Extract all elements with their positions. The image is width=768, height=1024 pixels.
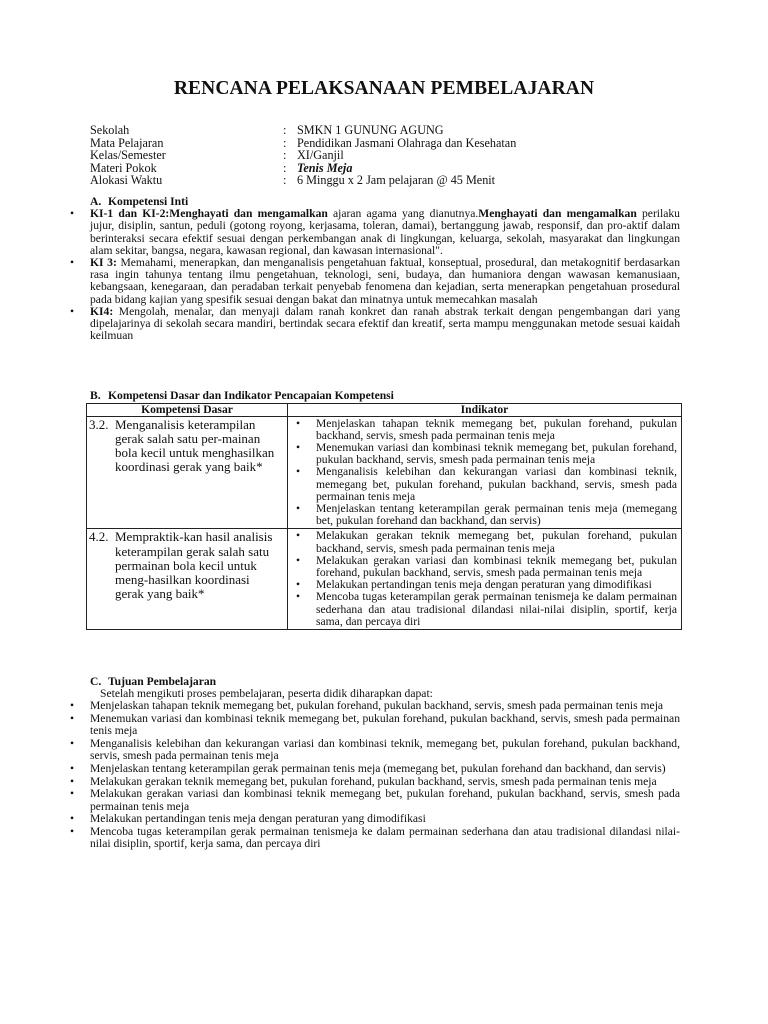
indikator-column-header: Indikator	[288, 404, 682, 417]
tujuan-item: • Menjelaskan tentang keterampilan gerak permainan tenis meja (memegang bet, pukulan forehand dan backhand, dan servis)	[90, 763, 680, 775]
ki-list	[90, 208, 680, 342]
ki-text: Mengolah, menalar, dan menyaji dalam ranah konkret dan ranah abstrak terkait dengan pengembangan dari yang dipelajarinya di sekolah secara mandiri, bertindak secara efektif dan kreatif, serta mampu menggunakan metode sesuai kaidah keilmuan	[90, 304, 680, 343]
section-kompetensi-inti	[90, 196, 680, 342]
indikator-item: • Melakukan gerakan variasi dan kombinasi teknik memegang bet, pukulan forehand, pukulan backhand, servis, smesh pada permainan tenis meja	[316, 555, 677, 579]
ki-lead: KI4:	[90, 304, 114, 318]
ki-item	[90, 257, 680, 306]
identity-value: Tenis Meja	[297, 160, 353, 175]
section-title: Tujuan Pembelajaran	[108, 675, 217, 688]
identity-label: Alokasi Waktu	[90, 173, 163, 188]
section-tujuan-pembelajaran	[90, 676, 680, 851]
tujuan-item: • Melakukan gerakan variasi dan kombinasi teknik memegang bet, pukulan forehand, pukulan backhand, servis, smesh pada permainan tenis meja	[90, 788, 680, 812]
kd-cell	[87, 529, 288, 630]
indikator-item: • Mencoba tugas keterampilan gerak permainan tenismeja ke dalam permainan sederhana dan atau tradisional dilandasi nilai-nilai disiplin, sportif, kerja sama, dan percaya diri	[316, 591, 677, 628]
section-kd-heading	[90, 390, 680, 402]
identity-colon: :	[283, 123, 287, 137]
indikator-item: • Menganalisis kelebihan dan kekurangan variasi dan kombinasi teknik, memegang bet, pukulan forehand, pukulan backhand, servis, smesh pada permainan tenis meja	[316, 466, 677, 503]
identity-colon: :	[283, 173, 287, 188]
kd-table-header	[87, 404, 682, 417]
indikator-cell	[288, 529, 682, 630]
tujuan-item: • Mencoba tugas keterampilan gerak permainan tenismeja ke dalam permainan sederhana dan atau tradisional dilandasi nilai-nilai disiplin, sportif, kerja sama, dan percaya diri	[90, 826, 680, 850]
kd-cell	[87, 416, 288, 529]
kd-row	[87, 529, 682, 630]
section-heading	[90, 390, 680, 402]
tujuan-item: • Melakukan gerakan teknik memegang bet, pukulan forehand, pukulan backhand, servis, smesh pada permainan tenis meja	[90, 776, 680, 788]
indikator-item: • Melakukan gerakan teknik memegang bet, pukulan forehand, pukulan backhand, servis, smesh pada permainan tenis meja	[316, 530, 677, 554]
kd-number: 3.2.	[89, 416, 109, 432]
section-letter: C.	[90, 675, 102, 688]
section-letter: B.	[90, 389, 101, 402]
tujuan-item: • Menganalisis kelebihan dan kekurangan variasi dan kombinasi teknik, memegang bet, pukulan forehand, pukulan backhand, servis, smesh pada permainan tenis meja	[90, 738, 680, 762]
identity-label: Mata Pelajaran	[90, 135, 164, 150]
identity-label: Materi Pokok	[90, 160, 157, 175]
identity-label: Sekolah	[90, 123, 130, 137]
identity-row-kelas	[90, 149, 516, 162]
identity-value: 6 Minggu x 2 Jam pelajaran @ 45 Menit	[297, 173, 496, 188]
ki-text: Memahami, menerapkan, dan menganalisis pengetahuan faktual, konseptual, prosedural, dan metakognitif berdasarkan rasa ingin tahunya tentang ilmu pengetahuan, teknologi, seni, budaya, dan humaniora dengan wawasan kemanusiaan, kebangsaan, kenegaraan, dan peradaban terkait penyebab fenomena dan kejadian, serta menerapkan pengetahuan prosedural pada bidang kajian yang spesifik sesuai dengan bakat dan minatnya untuk memecahkan masalah	[90, 256, 680, 306]
identity-table	[90, 124, 516, 187]
indikator-item: • Menjelaskan tahapan teknik memegang bet, pukulan forehand, pukulan backhand, servis, smesh pada permainan tenis meja	[316, 418, 677, 442]
kd-number: 4.2.	[89, 529, 109, 545]
ki-item	[90, 306, 680, 343]
identity-row-sekolah	[90, 124, 516, 137]
indikator-item: • Menemukan variasi dan kombinasi teknik memegang bet, pukulan forehand, pukulan backhand, servis, smesh pada permainan tenis meja	[316, 442, 677, 466]
section-title: Kompetensi Inti	[108, 195, 189, 208]
ki-lead: KI-1 dan KI-2:Menghayati dan mengamalkan	[90, 207, 328, 221]
kd-text: Menganalisis keterampilan gerak salah satu per-mainan bola kecil untuk menghasilkan koordinasi gerak yang baik*	[115, 416, 275, 475]
kd-row	[87, 416, 682, 529]
indikator-item: • Melakukan pertandingan tenis meja dengan peraturan yang dimodifikasi	[316, 579, 677, 591]
section-title: Kompetensi Dasar dan Indikator Pencapaian Kompetensi	[108, 389, 394, 402]
identity-row-alokasi	[90, 174, 516, 187]
kd-text: Mempraktik-kan hasil analisis keterampilan gerak salah satu permainan bola kecil untuk meng-hasilkan koordinasi gerak yang baik*	[115, 529, 273, 602]
indikator-cell	[288, 416, 682, 529]
indikator-item: • Menjelaskan tentang keterampilan gerak permainan tenis meja (memegang bet, pukulan forehand dan backhand, dan servis)	[316, 503, 677, 527]
ki-item	[90, 208, 680, 257]
section-letter: A.	[90, 195, 102, 208]
indikator-list	[316, 530, 677, 628]
ki-text: ajaran agama yang dianutnya.	[327, 207, 479, 221]
indikator-list	[316, 418, 677, 528]
page-title: RENCANA PELAKSANAAN PEMBELAJARAN	[173, 78, 595, 99]
ki-text: perilaku jujur, disiplin, santun, peduli (gotong royong, kerjasama, toleran, damai), bertanggung jawab, responsif, dan pro-aktif dalam berinteraksi secara efektif sesuai dengan perkembangan anak di lingkungan, keluarga, sekolah, masyarakat dan lingkungan alam sekitar, bangsa, negara, kawasan regional, dan kawasan internasional".	[90, 207, 680, 257]
identity-label: Kelas/Semester	[90, 148, 166, 163]
identity-value: Pendidikan Jasmani Olahraga dan Kesehatan	[297, 135, 517, 150]
kd-column-header: Kompetensi Dasar	[87, 404, 288, 417]
kd-indikator-table	[86, 403, 682, 630]
identity-colon: :	[283, 160, 287, 175]
tujuan-item: • Menemukan variasi dan kombinasi teknik memegang bet, pukulan forehand, pukulan backhand, servis, smesh pada permainan tenis meja	[90, 713, 680, 737]
tujuan-intro: Setelah mengikuti proses pembelajaran, peserta didik diharapkan dapat:	[100, 687, 433, 701]
identity-value: SMKN 1 GUNUNG AGUNG	[297, 123, 444, 137]
tujuan-item: • Menjelaskan tahapan teknik memegang bet, pukulan forehand, pukulan backhand, servis, smesh pada permainan tenis meja	[90, 700, 680, 712]
tujuan-list	[90, 700, 680, 850]
tujuan-item: • Melakukan pertandingan tenis meja dengan peraturan yang dimodifikasi	[90, 813, 680, 825]
ki-lead: KI 3:	[90, 256, 117, 270]
identity-colon: :	[283, 135, 287, 150]
identity-colon: :	[283, 148, 287, 163]
ki-bold: Menghayati dan mengamalkan	[478, 207, 637, 221]
identity-value: XI/Ganjil	[297, 148, 344, 163]
